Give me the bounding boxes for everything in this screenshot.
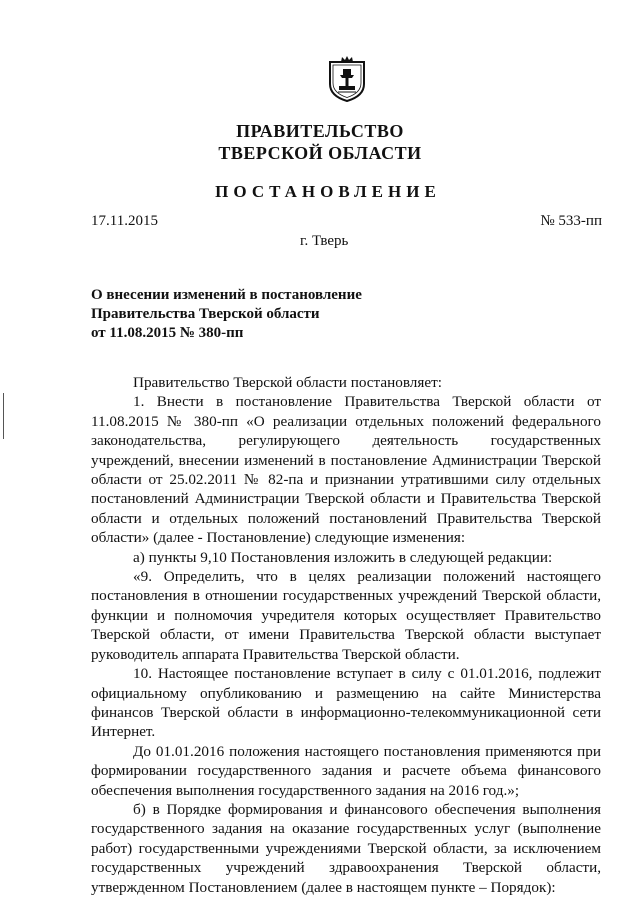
- body-paragraph: 1. Внести в постановление Правительства Тверской области от 11.08.2015 № 380-пп «О реализации отдельных положений федерального законодательства, регулирующего деятельность государственных учреждений, внесении изменений в постановление Администрации Тверской области от 25.02.2011 № 82-па и признании утратившими силу отдельных постановлений Администрации Тверской области и Правительства Тверской области и отдельных положений постановлений Правительства Тверской области» (далее - Постановление) следующие изменения:: [91, 393, 601, 547]
- body-paragraph: б) в Порядке формирования и финансового обеспечения выполнения государственного задания на оказание государственных услуг (выполнение работ) государственными учреждениями Тверской области, за исключением государственных учреждений здравоохранения Тверской области, утвержденном Постановлением (далее в настоящем пункте – Порядок):: [91, 800, 601, 896]
- document-body: [91, 373, 601, 897]
- body-paragraph: Правительство Тверской области постановляет:: [133, 374, 442, 391]
- subject-line: Правительства Тверской области: [91, 306, 320, 322]
- document-type: ПОСТАНОВЛЕНИЕ: [215, 182, 441, 201]
- body-paragraph: «9. Определить, что в целях реализации положений настоящего постановления в отношении государственных учреждений Тверской области, функции и полномочия учредителя которых осуществляет Правительство Тверской области, от имени Правительства Тверской области выступает руководитель аппарата Правительства Тверской области.: [91, 568, 601, 663]
- tver-coat-of-arms-icon: [328, 56, 366, 102]
- document-city: г. Тверь: [300, 233, 349, 249]
- government-title-line2: ТВЕРСКОЙ ОБЛАСТИ: [218, 143, 422, 163]
- body-paragraph: а) пункты 9,10 Постановления изложить в следующей редакции:: [133, 548, 553, 566]
- document-date: 17.11.2015: [91, 213, 158, 229]
- body-paragraph: До 01.01.2016 положения настоящего постановления применяются при формировании государственного задания и расчете объема финансового обеспечения выполнения государственного задания на 2016 год.»;: [91, 742, 601, 799]
- scan-margin-line: [3, 393, 4, 439]
- government-title-line1: ПРАВИТЕЛЬСТВО: [236, 121, 404, 141]
- body-paragraph: 10. Настоящее постановление вступает в силу с 01.01.2016, подлежит официальному опубликованию и размещению на сайте Министерства финансов Тверской области в информационно-телекоммуникационной сети Интернет.: [91, 665, 601, 741]
- subject-line: от 11.08.2015 № 380-пп: [91, 325, 244, 341]
- document-number: № 533-пп: [540, 213, 602, 229]
- subject-line: О внесении изменений в постановление: [91, 287, 362, 303]
- document-subject: [91, 286, 491, 343]
